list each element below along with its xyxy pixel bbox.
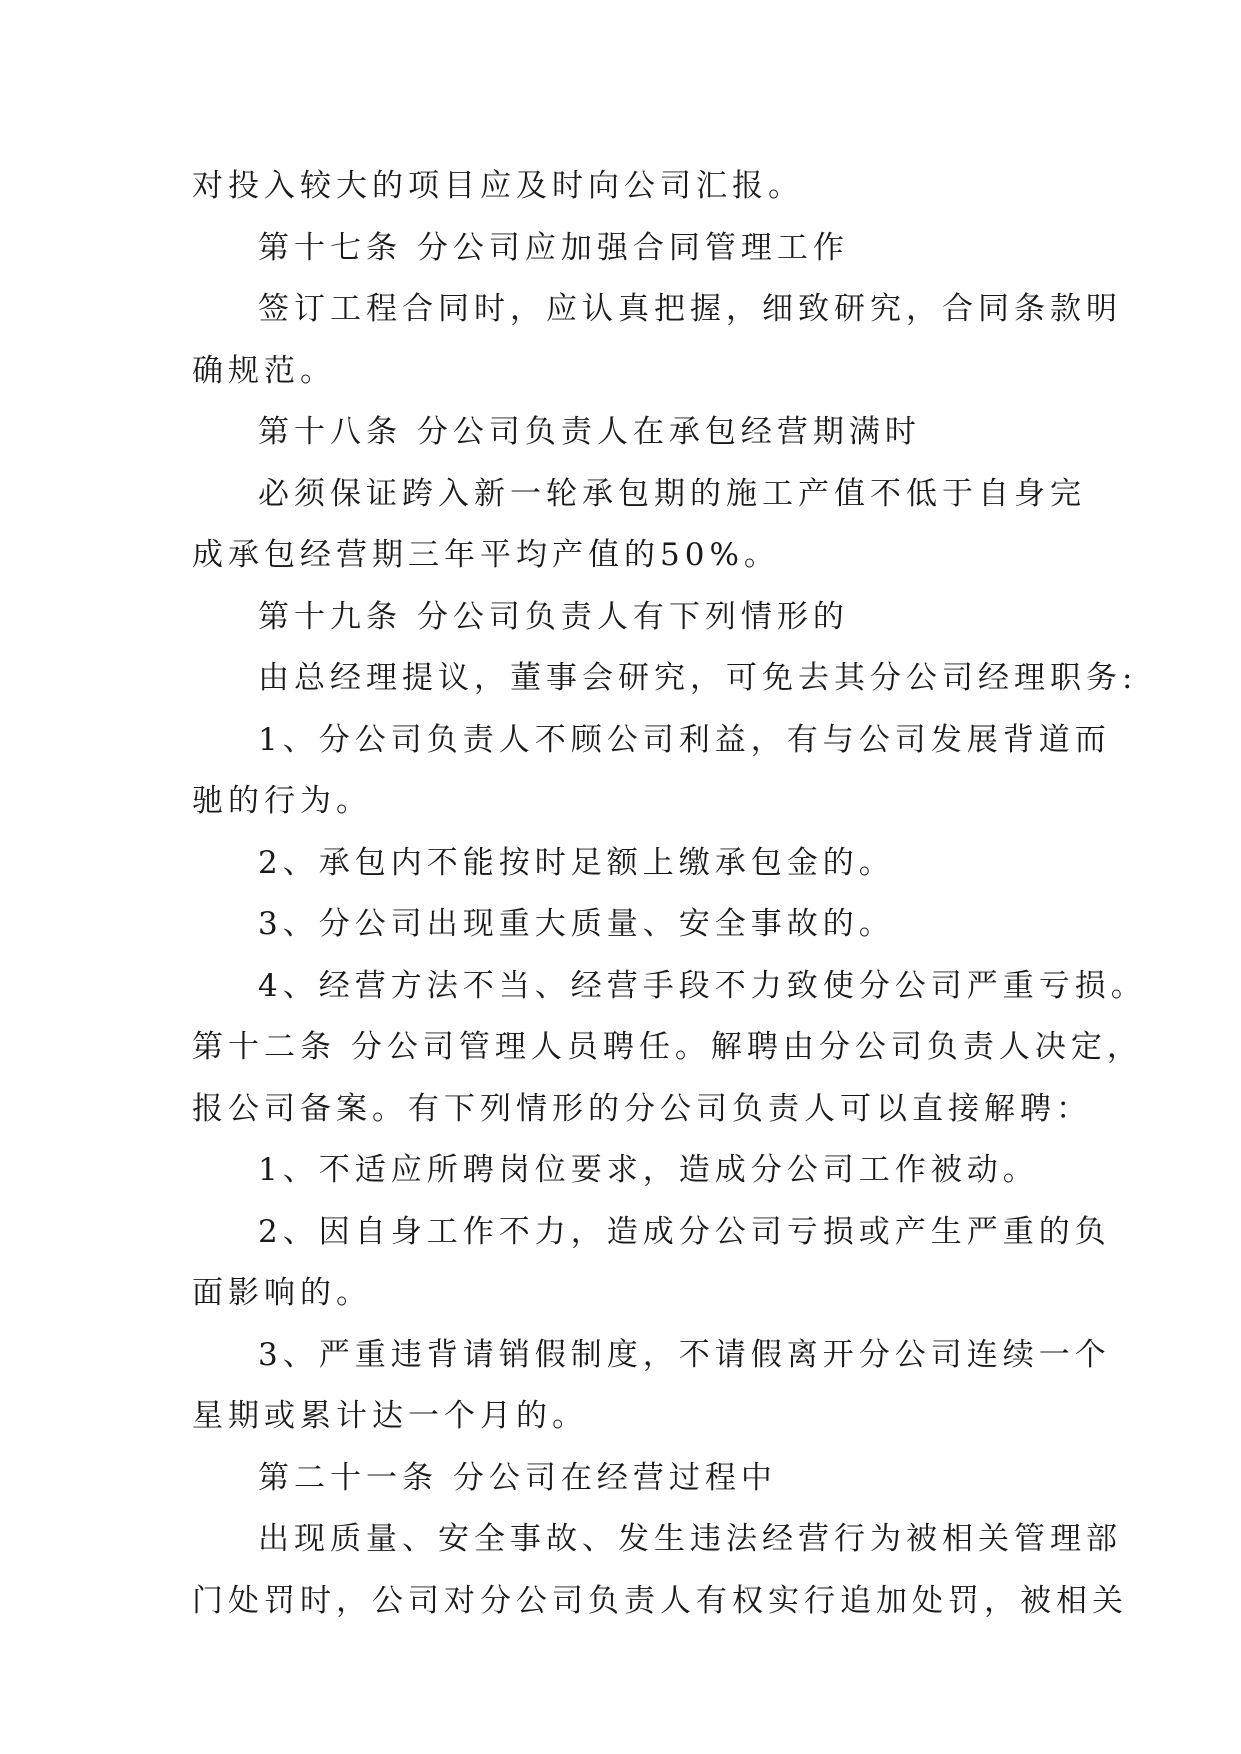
document-body bbox=[192, 156, 1147, 1632]
list-item: 3、严重违背请销假制度，不请假离开分公司连续一个 bbox=[258, 1336, 1111, 1373]
text-line: 成承包经营期三年平均产值的50%。 bbox=[192, 537, 780, 573]
text-line: 出现质量、安全事故、发生违法经营行为被相关管理部 bbox=[258, 1521, 1122, 1557]
text-line: 面影响的。 bbox=[192, 1275, 372, 1311]
text-line: 门处罚时，公司对分公司负责人有权实行追加处罚，被相关 bbox=[192, 1582, 1128, 1619]
text-line: 签订工程合同时，应认真把握，细致研究，合同条款明 bbox=[258, 291, 1122, 327]
article-heading: 第十七条 分公司应加强合同管理工作 bbox=[258, 229, 849, 266]
text-line: 星期或累计达一个月的。 bbox=[192, 1398, 588, 1434]
list-item: 4、经营方法不当、经营手段不力致使分公司严重亏损。 bbox=[258, 967, 1147, 1004]
text-line: 驰的行为。 bbox=[192, 783, 372, 819]
list-item: 1、不适应所聘岗位要求，造成分公司工作被动。 bbox=[258, 1152, 1039, 1188]
list-item: 2、承包内不能按时足额上缴承包金的。 bbox=[258, 844, 895, 881]
list-item: 2、因自身工作不力，造成分公司亏损或产生严重的负 bbox=[258, 1213, 1111, 1250]
text-line: 报公司备案。有下列情形的分公司负责人可以直接解聘： bbox=[192, 1090, 1092, 1127]
text-line: 必须保证跨入新一轮承包期的施工产值不低于自身完 bbox=[258, 475, 1086, 512]
list-item: 1、分公司负责人不顾公司利益，有与公司发展背道而 bbox=[258, 721, 1111, 758]
article-heading: 第十八条 分公司负责人在承包经营期满时 bbox=[258, 414, 921, 450]
text-line: 对投入较大的项目应及时向公司汇报。 bbox=[192, 168, 804, 204]
article-heading: 第十九条 分公司负责人有下列情形的 bbox=[258, 598, 849, 635]
text-line: 由总经理提议，董事会研究，可免去其分公司经理职务: bbox=[258, 660, 1138, 696]
text-line: 确规范。 bbox=[192, 352, 336, 389]
list-item: 3、分公司出现重大质量、安全事故的。 bbox=[258, 906, 895, 942]
article-heading: 第十二条 分公司管理人员聘任。解聘由分公司负责人决定， bbox=[192, 1029, 1143, 1065]
article-heading: 第二十一条 分公司在经营过程中 bbox=[258, 1459, 777, 1496]
